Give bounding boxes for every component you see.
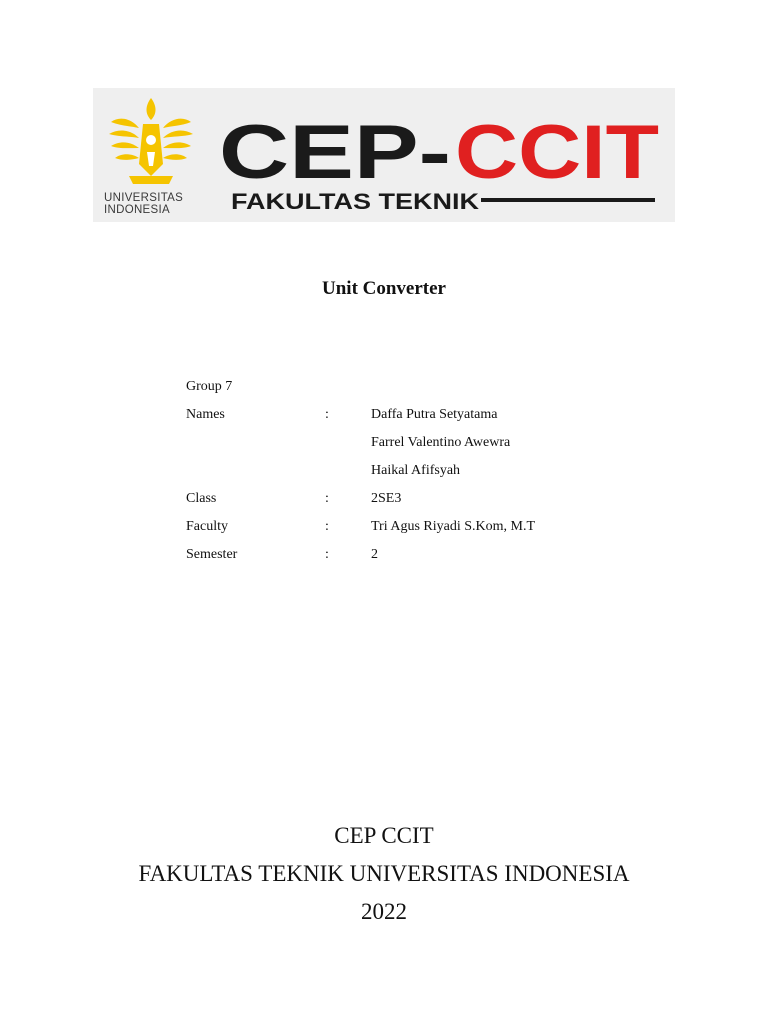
footer-line-1: CEP CCIT <box>334 823 434 848</box>
info-row-label: Group 7 <box>186 379 233 394</box>
info-row-value: Tri Agus Riyadi S.Kom, M.T <box>371 519 536 534</box>
universitas-indonesia-emblem-icon <box>105 94 197 190</box>
info-row <box>186 405 626 425</box>
footer-line-2: FAKULTAS TEKNIK UNIVERSITAS INDONESIA <box>138 861 630 886</box>
info-row-colon: : <box>325 519 329 534</box>
svg-text:FAKULTAS TEKNIK <box>231 189 479 212</box>
cep-ccit-logo <box>219 112 665 212</box>
logo-wordmark-left: CEP- <box>219 112 451 195</box>
info-row <box>186 461 626 481</box>
info-row-value: Farrel Valentino Awewra <box>371 435 511 450</box>
info-row-colon: : <box>325 407 329 422</box>
info-row <box>186 489 626 509</box>
svg-text:CCIT <box>455 112 659 195</box>
info-row <box>186 545 626 565</box>
footer-line-3: 2022 <box>361 899 407 924</box>
logo-subtitle: FAKULTAS TEKNIK <box>231 189 480 212</box>
info-row-value: 2 <box>371 547 378 562</box>
info-row-colon: : <box>325 491 329 506</box>
university-caption-line2: INDONESIA <box>104 204 170 216</box>
info-row <box>186 377 626 397</box>
logo-wordmark-right: CCIT <box>455 112 659 195</box>
svg-text:CEP- <box>219 112 451 195</box>
info-row-label: Semester <box>186 547 238 562</box>
header-banner <box>93 88 675 222</box>
info-row <box>186 433 626 453</box>
info-row-label: Faculty <box>186 519 228 534</box>
info-row-label: Class <box>186 491 217 506</box>
logo-underline <box>481 198 655 202</box>
university-caption <box>104 192 214 216</box>
info-row-value: Daffa Putra Setyatama <box>371 407 498 422</box>
info-row-label: Names <box>186 407 225 422</box>
info-row-value: Haikal Afifsyah <box>371 463 461 478</box>
info-row-colon: : <box>325 547 329 562</box>
document-title: Unit Converter <box>322 278 446 299</box>
info-row-value: 2SE3 <box>371 491 402 506</box>
university-caption-line1: UNIVERSITAS <box>104 192 184 204</box>
info-row <box>186 517 626 537</box>
